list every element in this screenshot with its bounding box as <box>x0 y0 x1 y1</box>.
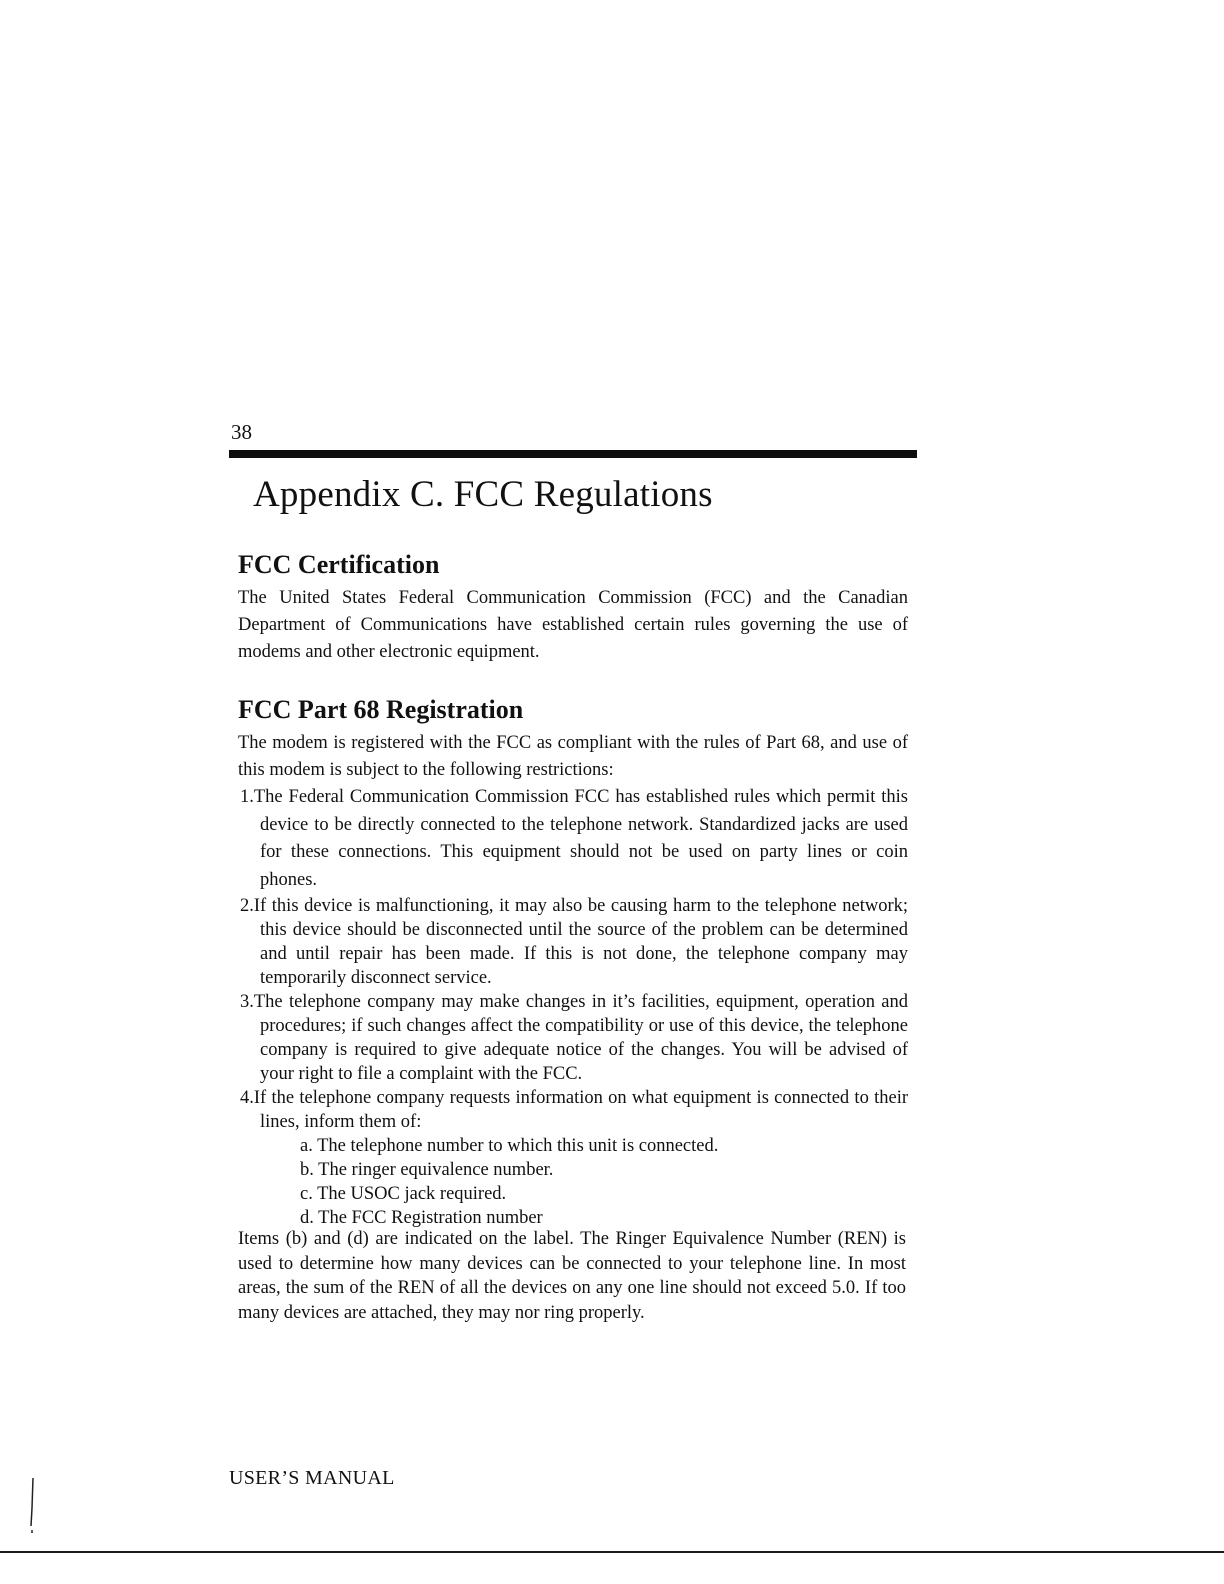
restriction-item: 3.The telephone company may make changes in it’s facilities, equipment, operation and procedures; if such changes affect the compatibility or use of this device, the telephone company is required to give adequate notice of the changes. You will be advised of your right to file a complaint with the FCC. <box>240 992 908 1084</box>
certification-paragraph: The United States Federal Communication Commission (FCC) and the Canadian Department of Communications have established certain rules governing the use of modems and other electronic equipment. <box>238 588 908 662</box>
footer-label: USER’S MANUAL <box>229 1467 395 1489</box>
restriction-item: 2.If this device is malfunctioning, it may also be causing harm to the telephone network; this device should be disconnected until the source of the problem can be determined and until repair has been made. If this is not done, the telephone company may temporarily disconnect service. <box>240 896 908 988</box>
page-title: Appendix C. FCC Regulations <box>253 474 713 515</box>
restriction-item-text: 4.If the telephone company requests information on what equipment is connected to their lines, inform them of: <box>240 1088 908 1132</box>
scan-mark-icon <box>30 1478 34 1534</box>
restrictions-list <box>240 784 908 1230</box>
information-sub-item: d. The FCC Registration number <box>300 1208 543 1228</box>
section-heading-fcc-certification: FCC Certification <box>238 550 440 579</box>
restriction-item: 1.The Federal Communication Commission FCC has established rules which permit this device to be directly connected to the telephone network. Standardized jacks are used for these connections. This equipment should not be used on party lines or coin phones. <box>240 787 908 890</box>
information-sub-list <box>260 1134 908 1230</box>
information-sub-item: b. The ringer equivalence number. <box>300 1160 554 1180</box>
registration-intro-paragraph: The modem is registered with the FCC as compliant with the rules of Part 68, and use of this modem is subject to the following restrictions: <box>238 733 908 780</box>
restriction-item <box>240 1086 908 1230</box>
header-rule <box>229 450 917 458</box>
ren-closing-paragraph: Items (b) and (d) are indicated on the label. The Ringer Equivalence Number (REN) is used to determine how many devices can be connected to your telephone line. In most areas, the sum of the REN of all the devices on any one line should not exceed 5.0. If too many devices are attached, they may nor ring properly. <box>238 1229 906 1323</box>
bottom-rule <box>0 1551 1224 1553</box>
section-heading-part-68-registration: FCC Part 68 Registration <box>238 695 524 724</box>
information-sub-item: a. The telephone number to which this unit is connected. <box>300 1136 719 1156</box>
information-sub-item: c. The USOC jack required. <box>300 1184 507 1204</box>
page-number: 38 <box>231 420 252 444</box>
